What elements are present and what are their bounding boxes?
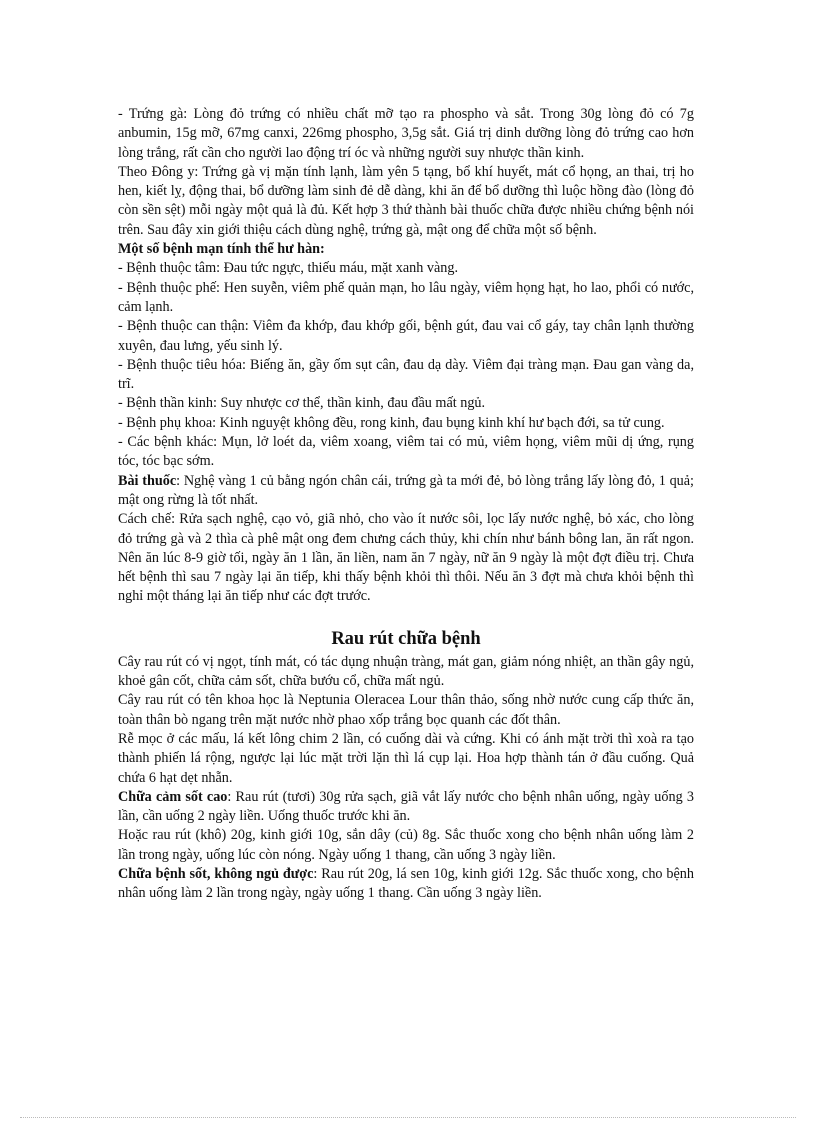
morphology-paragraph: Rễ mọc ở các mấu, lá kết lông chim 2 lần, có cuống dài và cứng. Khi có ánh mặt trời thì xoà ra tạo thành phiến lá rộng, ngược lại lúc mặt trời lặn thì lá cụp lại. Hoa hợp thành tán ở đầu cuống. Quả chứa 6 hạt dẹt nhẵn. xyxy=(118,730,694,786)
egg-nutrition-paragraph: - Trứng gà: Lòng đỏ trứng có nhiều chất mỡ tạo ra phospho và sắt. Trong 30g lòng đỏ có 7g anbumin, 15g mỡ, 67mg canxi, 226mg phospho, 3,5g sắt. Giá trị dinh dưỡng lòng đỏ trứng cao hơn lòng trắng, rất cần cho người lao động trí óc và những người suy nhược thần kinh. xyxy=(118,106,694,161)
water-mimosa-section xyxy=(118,653,694,904)
oriental-medicine-paragraph: Theo Đông y: Trứng gà vị mặn tính lạnh, làm yên 5 tạng, bổ khí huyết, mát cổ họng, an thai, trị ho hen, kiết lỵ, động thai, bổ dưỡng làm sinh đẻ dễ dàng, khi ăn để bổ dưỡng thì luộc hồng đào (lòng đỏ còn sền sệt) mỗi ngày một quả là đủ. Kết hợp 3 thứ thành bài thuốc chữa được nhiều chứng bệnh nói trên. Sau đây xin giới thiệu cách dùng nghệ, trứng gà, mật ong để chữa một số bệnh. xyxy=(118,163,694,238)
remedy-paragraph xyxy=(118,472,694,511)
disease-list-item: - Bệnh thần kinh: Suy nhược cơ thể, thần kinh, đau đầu mất ngủ. xyxy=(118,395,486,412)
disease-list-item: - Bệnh thuộc can thận: Viêm đa khớp, đau khớp gối, bệnh gút, đau vai cổ gáy, tay chân lạnh thường xuyên, đau lưng, yếu sinh lý. xyxy=(118,318,694,354)
chronic-diseases-heading: Một số bệnh mạn tính thể hư hàn: xyxy=(118,241,325,258)
remedy-label: Bài thuốc xyxy=(118,472,177,489)
fever-insomnia-paragraph xyxy=(118,865,694,904)
egg-turmeric-section xyxy=(118,105,694,607)
disease-list-item: - Bệnh thuộc tiêu hóa: Biếng ăn, gầy ốm sụt cân, đau dạ dày. Viêm đại tràng mạn. Đau gan vàng da, trĩ. xyxy=(118,356,694,393)
high-fever-paragraph xyxy=(118,788,694,827)
remedy-text: : Nghệ vàng 1 củ bằng ngón chân cái, trứng gà ta mới đẻ, bỏ lòng trắng lấy lòng đỏ, 1 quả; mật ong rừng là tốt nhất. xyxy=(118,472,695,508)
section-title: Rau rút chữa bệnh xyxy=(331,628,481,649)
properties-paragraph: Cây rau rút có vị ngọt, tính mát, có tác dụng nhuận tràng, mát gan, giảm nóng nhiệt, an thần gây ngủ, khoẻ gân cốt, chữa cảm sốt, chữa bướu cổ, chữa mất ngủ. xyxy=(118,653,694,690)
disease-list-item: - Bệnh thuộc phế: Hen suyễn, viêm phế quản mạn, ho lâu ngày, viêm họng hạt, ho lao, phổi có nước, cảm lạnh. xyxy=(118,279,694,315)
fever-insomnia-label: Chữa bệnh sốt, không ngủ được xyxy=(118,865,314,882)
disease-list-item: - Bệnh phụ khoa: Kinh nguyệt không đều, rong kinh, đau bụng kinh khí hư bạch đới, sa tử cung. xyxy=(118,414,665,431)
document-body xyxy=(118,105,694,904)
page-bottom-divider xyxy=(20,1117,796,1118)
disease-list-item: - Bệnh thuộc tâm: Đau tức ngực, thiếu máu, mặt xanh vàng. xyxy=(118,260,459,277)
preparation-paragraph: Cách chế: Rửa sạch nghệ, cạo vỏ, giã nhỏ, cho vào ít nước sôi, lọc lấy nước nghệ, bỏ xác, cho lòng đỏ trứng gà và 2 thìa cà phê mật ong đem chưng cách thủy, khi chín như bánh bông lan, ăn rất ngon. Nên ăn lúc 8-9 giờ tối, ngày ăn 1 lần, ăn liền, nam ăn 7 ngày, nữ ăn 9 ngày là một đợt điều trị. Chưa hết bệnh thì sau 7 ngày lại ăn tiếp, khi thấy bệnh khỏi thì thôi. Nếu ăn 3 đợt mà chưa khỏi bệnh thì nghỉ một tháng lại ăn tiếp như các đợt trước. xyxy=(118,511,694,605)
disease-list-item: - Các bệnh khác: Mụn, lở loét da, viêm xoang, viêm tai có mủ, viêm họng, viêm mũi dị ứng, rụng tóc, tóc bạc sớm. xyxy=(118,434,694,470)
high-fever-label: Chữa cảm sốt cao xyxy=(118,788,228,805)
botany-paragraph: Cây rau rút có tên khoa học là Neptunia Oleracea Lour thân thảo, sống nhờ nước cung cấp thức ăn, toàn thân bò ngang trên mặt nước nhờ phao xốp trắng bọc quanh các đốt thân. xyxy=(118,692,694,728)
alternative-recipe-paragraph: Hoặc rau rút (khô) 20g, kinh giới 10g, sắn dây (củ) 8g. Sắc thuốc xong cho bệnh nhân uống làm 2 lần trong ngày, uống lúc còn nóng. Ngày uống 1 thang, cần uống 3 ngày liền. xyxy=(118,827,694,863)
fever-insomnia-text: : Rau rút 20g, lá sen 10g, kinh giới 12g. Sắc thuốc xong, cho bệnh nhân uống làm 2 lần trong ngày, ngày uống 1 thang. Cần uống 3 ngày liền. xyxy=(118,865,694,902)
high-fever-text: : Rau rút (tươi) 30g rửa sạch, giã vắt lấy nước cho bệnh nhân uống, ngày uống 3 lần, cần uống 2 ngày liền. Uống thuốc trước khi ăn. xyxy=(118,788,694,825)
